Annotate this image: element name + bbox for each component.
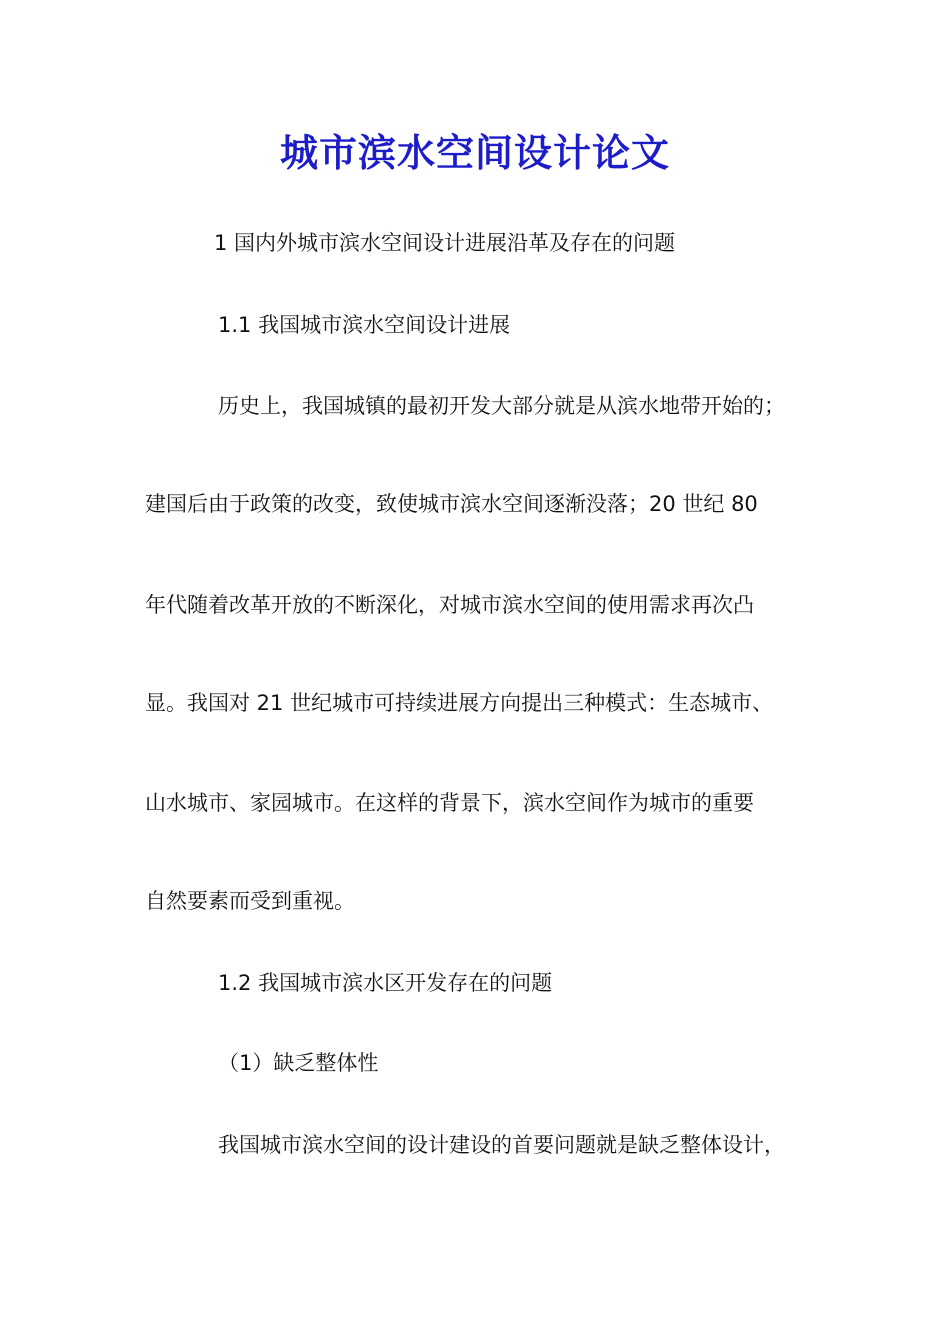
paragraph-1-line-5: 山水城市、家园城市。在这样的背景下，滨水空间作为城市的重要 [145,791,754,815]
paragraph-1-line-3: 年代随着改革开放的不断深化，对城市滨水空间的使用需求再次凸 [145,593,754,617]
section-heading-1: 1 国内外城市滨水空间设计进展沿革及存在的问题 [214,231,676,255]
subheading-lack-of-integrity: （1）缺乏整体性 [218,1051,379,1075]
paragraph-2-line-1: 我国城市滨水空间的设计建设的首要问题就是缺乏整体设计， [218,1133,785,1157]
paragraph-1-line-4: 显。我国对 21 世纪城市可持续进展方向提出三种模式：生态城市、 [145,691,774,715]
section-heading-1-2: 1.2 我国城市滨水区开发存在的问题 [218,971,553,995]
paragraph-1-line-6: 自然要素而受到重视。 [145,889,355,913]
section-heading-1-1: 1.1 我国城市滨水空间设计进展 [218,313,511,337]
paragraph-1-line-1: 历史上，我国城镇的最初开发大部分就是从滨水地带开始的； [218,394,785,418]
paragraph-1-line-2: 建国后由于政策的改变，致使城市滨水空间逐渐没落；20 世纪 80 [145,492,758,516]
document-title: 城市滨水空间设计论文 [279,130,670,175]
